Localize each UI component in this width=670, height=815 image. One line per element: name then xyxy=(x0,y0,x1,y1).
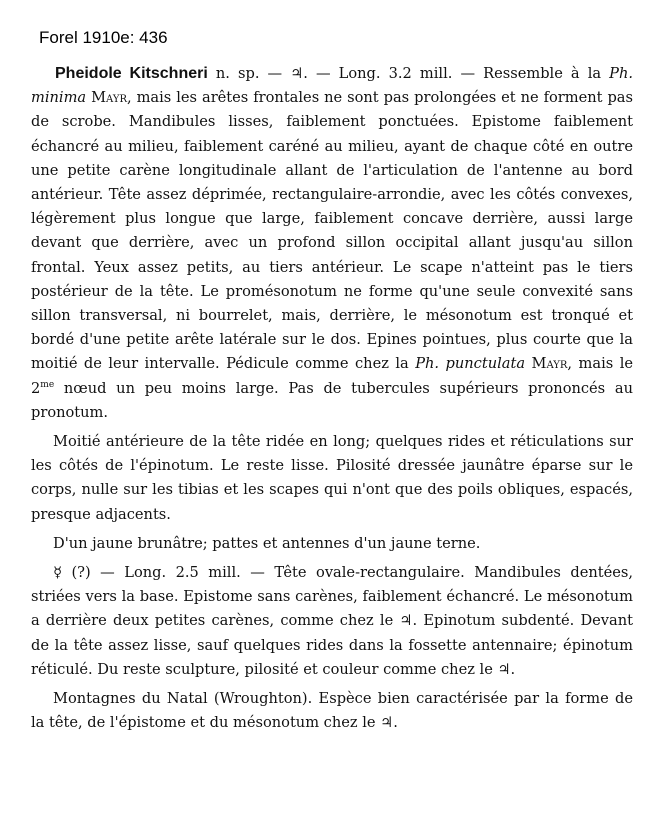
author-name: Mayr xyxy=(91,89,127,107)
species-name: Pheidole Kitschneri xyxy=(55,65,208,82)
text-segment: , mais les arêtes frontales ne sont pas prolongées et ne forment pas de scrobe. Mandibules lisses, faiblement ponctuées. Epistome faiblement échancré au milieu, faiblement caréné au milieu, ayant de chaque côté en outre une petite carène longitudinale allant de l'articulation de l'antenne au bord antérieur. Tête assez déprimée, rectangulaire-arrondie, avec les côtés convexes, légèrement plus longue que large, faiblement concave derrière, aussi large devant que derrière, avec un profond sillon occipital allant jusqu'au sillon frontal. Yeux assez petits, au tiers antérieur. Le scape n'atteint pas le tiers postérieur de la tête. Le promésonotum ne forme qu'une seule convexité sans sillon transversal, ni bourrelet, mais, derrière, le mésonotum est tronqué et bordé d'une petite arête latérale sur le dos. Epines pointues, plus courte que la moitié de leur intervalle. Pédicule comme chez la xyxy=(31,89,633,373)
paragraph-sculpture: Moitié antérieure de la tête ridée en long; quelques rides et réticulations sur les côtés de l'épinotum. Le reste lisse. Pilosité dressée jaunâtre éparse sur le corps, nulle sur les tibias et les scapes qui n'ont que des poils obliques, espacés, presque adjacents. xyxy=(31,433,633,523)
text-segment: , mais le 2 xyxy=(31,355,633,397)
author-name: Mayr xyxy=(531,355,568,373)
paragraph-minor-worker: ☿ (?) — Long. 2.5 mill. — Tête ovale-rectangulaire. Mandibules dentées, striées vers la base. Epistome sans carènes, faiblement échancré. Le mésonotum a derrière deux petites carènes, comme chez le ♃. Epinotum subdenté. Devant de la tête assez lisse, sauf quelques rides dans la fossette antennaire; épinotum réticulé. Du reste sculpture, pilosité et couleur comme chez le ♃. xyxy=(31,564,633,678)
species-reference: Ph. minima xyxy=(31,65,634,107)
text-segment: nœud un peu moins large. Pas de tubercules supérieurs prononcés au pronotum. xyxy=(31,379,633,421)
species-description xyxy=(31,62,633,740)
paragraph-locality: Montagnes du Natal (Wroughton). Espèce bien caractérisée par la forme de la tête, de l'épistome et du mésonotum chez le ♃. xyxy=(31,690,633,732)
superscript: me xyxy=(40,379,55,390)
citation-header: Forel 1910e: 436 xyxy=(39,28,168,47)
species-reference: Ph. punctulata xyxy=(415,355,526,373)
text-segment: n. sp. — ♃. — Long. 3.2 mill. — Ressemble à la xyxy=(207,65,610,82)
paragraph-color: D'un jaune brunâtre; pattes et antennes d'un jaune terne. xyxy=(53,534,481,552)
paragraph-major-worker xyxy=(31,62,633,425)
